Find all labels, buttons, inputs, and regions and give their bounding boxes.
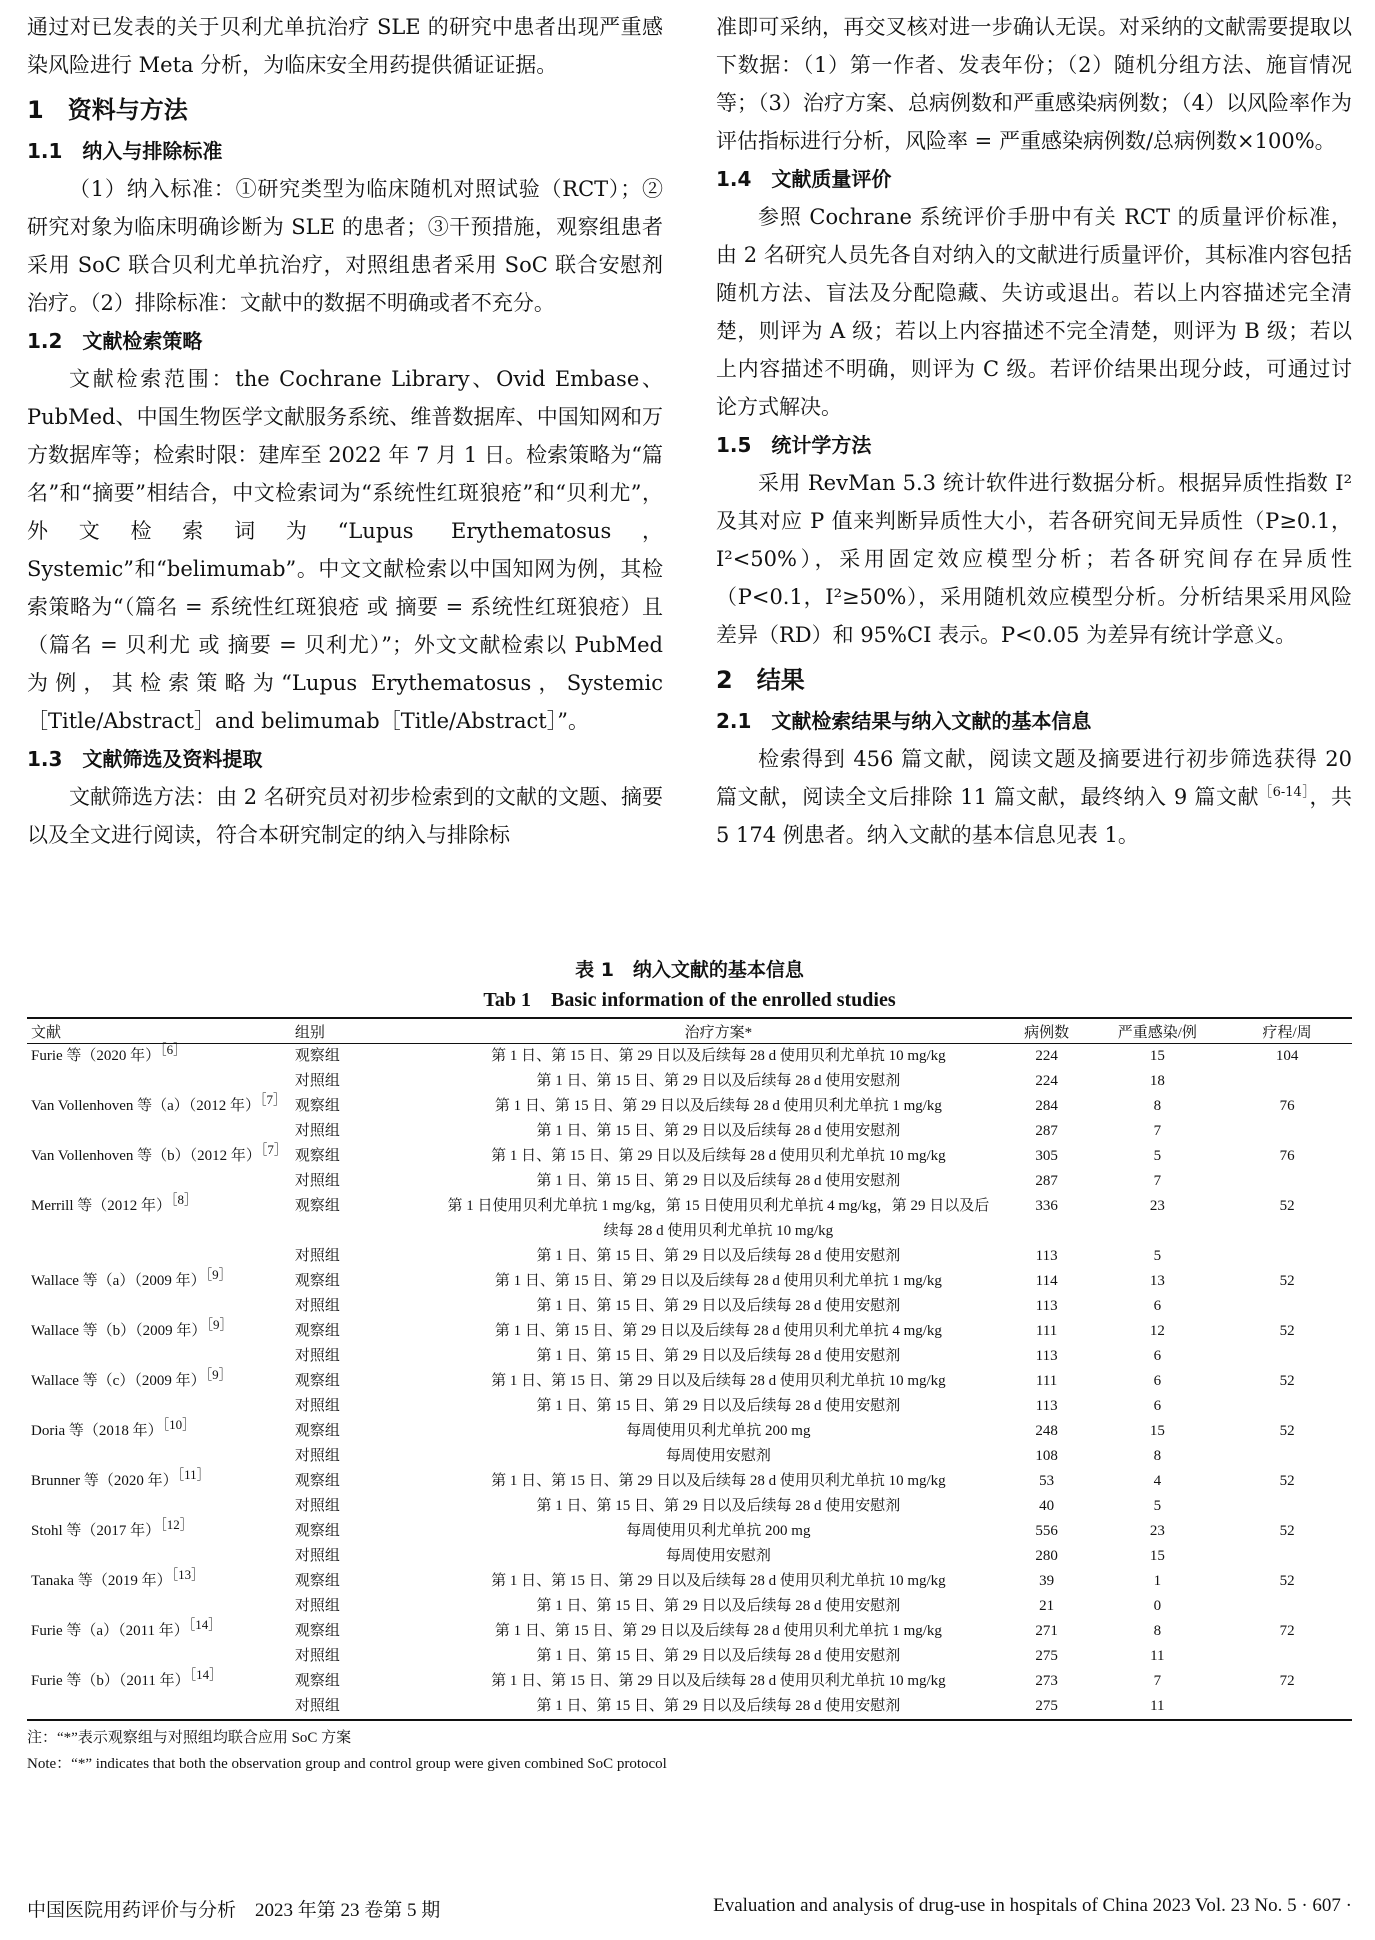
- cell-serious-infections: 11: [1150, 1648, 1165, 1664]
- cell-group: 观察组: [294, 1323, 340, 1339]
- cell-treatment-plan: 第 1 日、第 15 日、第 29 日以及后续每 28 d 使用安慰剂: [536, 1348, 901, 1364]
- study-name: Tanaka 等（2019 年）: [31, 1573, 172, 1589]
- paragraph-1-3: 文献筛选方法：由 2 名研究员对初步检索到的文献的文题、摘要以及全文进行阅读，符合本研究制定的纳入与排除标: [27, 785, 663, 847]
- cell-serious-infections: 15: [1149, 1548, 1165, 1564]
- cell-study: [27, 1669, 291, 1694]
- cell-study: [27, 1619, 291, 1644]
- cell-study: [27, 1694, 291, 1720]
- cell-serious-infections: 6: [1153, 1373, 1162, 1389]
- cell-study: [27, 1144, 291, 1169]
- study-name: Stohl 等（2017 年）: [31, 1523, 161, 1539]
- cell-cases: 113: [1035, 1298, 1058, 1314]
- study-name: Van Vollenhoven 等（a）（2012 年）: [31, 1098, 261, 1114]
- table-row: [27, 1519, 1352, 1544]
- cell-course-weeks: 72: [1279, 1623, 1295, 1639]
- cell-course-weeks: [1222, 1494, 1352, 1519]
- table-row: [27, 1144, 1352, 1169]
- header-course-weeks: 疗程/周: [1222, 1018, 1352, 1044]
- paragraph-1-3-continued: 准即可采纳，再交叉核对进一步确认无误。对采纳的文献需要提取以下数据：（1）第一作者、发表年份；（2）随机分组方法、施盲情况等；（3）治疗方案、总病例数和严重感染病例数；（4）以风险率作为评估指标进行分析，风险率 = 严重感染病例数/总病例数×100%。: [716, 15, 1352, 153]
- table-row: [27, 1044, 1352, 1070]
- cell-course-weeks: 52: [1279, 1573, 1295, 1589]
- table-row: [27, 1069, 1352, 1094]
- cell-study: [27, 1169, 291, 1194]
- cell-serious-infections: 7: [1153, 1173, 1162, 1189]
- cell-study: [27, 1194, 291, 1244]
- cell-course-weeks: 76: [1279, 1148, 1295, 1164]
- table-caption-cn: 表 1 纳入文献的基本信息: [575, 959, 804, 981]
- cell-serious-infections: 8: [1153, 1448, 1162, 1464]
- study-name: Wallace 等（b）（2009 年）: [31, 1323, 207, 1339]
- cell-course-weeks: [1222, 1344, 1352, 1369]
- table-row: [27, 1494, 1352, 1519]
- table-row: [27, 1094, 1352, 1119]
- footer-journal-cn: 中国医院用药评价与分析 2023 年第 23 卷第 5 期: [27, 1900, 441, 1921]
- study-citation: ［7］: [260, 1142, 287, 1157]
- subsection-heading-2-1: 2.1 文献检索结果与纳入文献的基本信息: [716, 709, 1092, 733]
- cell-serious-infections: 6: [1153, 1398, 1162, 1414]
- cell-cases: 108: [1035, 1448, 1058, 1464]
- study-name: Merrill 等（2012 年）: [31, 1198, 171, 1214]
- study-citation: ［12］: [160, 1517, 193, 1532]
- cell-course-weeks: 52: [1279, 1323, 1295, 1339]
- cell-cases: 271: [1035, 1623, 1058, 1639]
- table-row: [27, 1469, 1352, 1494]
- cell-study: [27, 1369, 291, 1394]
- cell-treatment-plan: 第 1 日使用贝利尤单抗 1 mg/kg，第 15 日使用贝利尤单抗 4 mg/kg，第 29 日以及后续每 28 d 使用贝利尤单抗 10 mg/kg: [447, 1198, 990, 1239]
- study-citation: ［13］: [171, 1567, 205, 1582]
- cell-serious-infections: 23: [1149, 1523, 1165, 1539]
- cell-cases: 114: [1035, 1273, 1058, 1289]
- cell-treatment-plan: 第 1 日、第 15 日、第 29 日以及后续每 28 d 使用贝利尤单抗 1 mg/kg: [494, 1623, 942, 1639]
- study-citation: ［9］: [205, 1267, 232, 1282]
- cell-study: [27, 1544, 291, 1569]
- cell-treatment-plan: 第 1 日、第 15 日、第 29 日以及后续每 28 d 使用贝利尤单抗 10 mg/kg: [491, 1573, 946, 1589]
- study-citation: ［9］: [205, 1367, 232, 1382]
- cell-group: 观察组: [294, 1373, 340, 1389]
- table-row: [27, 1619, 1352, 1644]
- intro-paragraph: 通过对已发表的关于贝利尤单抗治疗 SLE 的研究中患者出现严重感染风险进行 Meta 分析，为临床安全用药提供循证证据。: [27, 15, 663, 77]
- cell-study: [27, 1094, 291, 1119]
- cell-group: 对照组: [291, 1694, 436, 1720]
- cell-cases: 224: [1035, 1048, 1058, 1064]
- cell-study: [27, 1569, 291, 1594]
- table-row: [27, 1294, 1352, 1319]
- cell-serious-infections: 18: [1149, 1073, 1165, 1089]
- cell-group: 对照组: [294, 1298, 340, 1314]
- header-group: 组别: [291, 1018, 436, 1044]
- table-row: [27, 1194, 1352, 1244]
- cell-group: 对照组: [294, 1173, 340, 1189]
- cell-group: 对照组: [294, 1123, 340, 1139]
- cell-treatment-plan: 第 1 日、第 15 日、第 29 日以及后续每 28 d 使用贝利尤单抗 10 mg/kg: [491, 1673, 946, 1689]
- study-name: Doria 等（2018 年）: [31, 1423, 163, 1439]
- header-cases: 病例数: [1001, 1018, 1093, 1044]
- subsection-heading-1-5: 1.5 统计学方法: [716, 433, 872, 457]
- cell-study: [27, 1294, 291, 1319]
- cell-course-weeks: 72: [1279, 1673, 1295, 1689]
- header-treatment-plan: 治疗方案*: [436, 1018, 1001, 1044]
- cell-treatment-plan: 第 1 日、第 15 日、第 29 日以及后续每 28 d 使用贝利尤单抗 10 mg/kg: [491, 1373, 946, 1389]
- cell-cases: 113: [1035, 1348, 1058, 1364]
- study-name: Brunner 等（2020 年）: [31, 1473, 178, 1489]
- table-row: [27, 1569, 1352, 1594]
- cell-treatment-plan: 第 1 日、第 15 日、第 29 日以及后续每 28 d 使用安慰剂: [536, 1598, 901, 1614]
- cell-course-weeks: 52: [1279, 1198, 1295, 1214]
- cell-course-weeks: [1222, 1694, 1352, 1720]
- cell-course-weeks: 52: [1279, 1523, 1295, 1539]
- cell-serious-infections: 12: [1149, 1323, 1165, 1339]
- paragraph-1-5: 采用 RevMan 5.3 统计软件进行数据分析。根据异质性指数 I² 及其对应 P 值来判断异质性大小，若各研究间无异质性（P≥0.1，I²<50%），采用固定效应模型分析；若各研究间存在异质性（P<0.1，I²≥50%），采用随机效应模型分析。分析结果采用风险差异（RD）和 95%CI 表示。P<0.05 为差异有统计学意义。: [716, 471, 1352, 647]
- cell-cases: 53: [1039, 1473, 1055, 1489]
- cell-serious-infections: 7: [1153, 1673, 1162, 1689]
- cell-course-weeks: 104: [1275, 1048, 1299, 1064]
- table-row: [27, 1544, 1352, 1569]
- cell-study: [27, 1244, 291, 1269]
- table-row: [27, 1169, 1352, 1194]
- cell-cases: 40: [1039, 1498, 1055, 1514]
- cell-study: [27, 1044, 291, 1070]
- study-citation: ［11］: [177, 1467, 210, 1482]
- header-serious-infections: 严重感染/例: [1093, 1018, 1223, 1044]
- table-row: [27, 1444, 1352, 1469]
- cell-course-weeks: [1222, 1244, 1352, 1269]
- cell-cases: 224: [1035, 1073, 1058, 1089]
- cell-treatment-plan: 第 1 日、第 15 日、第 29 日以及后续每 28 d 使用贝利尤单抗 4 mg/kg: [494, 1323, 942, 1339]
- table-row: [27, 1694, 1352, 1720]
- cell-course-weeks: 52: [1279, 1373, 1295, 1389]
- cell-treatment-plan: 每周使用贝利尤单抗 200 mg: [626, 1523, 811, 1539]
- cell-study: [27, 1319, 291, 1344]
- table-note-en: Note：“*” indicates that both the observation group and control group were given combined SoC protocol: [27, 1756, 667, 1772]
- cell-treatment-plan: 第 1 日、第 15 日、第 29 日以及后续每 28 d 使用安慰剂: [536, 1173, 901, 1189]
- cell-study: [27, 1519, 291, 1544]
- cell-course-weeks: [1222, 1544, 1352, 1569]
- cell-treatment-plan: 第 1 日、第 15 日、第 29 日以及后续每 28 d 使用安慰剂: [536, 1123, 901, 1139]
- study-citation: ［9］: [206, 1317, 233, 1332]
- subsection-heading-1-3: 1.3 文献筛选及资料提取: [27, 747, 263, 771]
- cell-course-weeks: [1222, 1294, 1352, 1319]
- cell-serious-infections: 8: [1153, 1623, 1162, 1639]
- cell-course-weeks: 52: [1279, 1423, 1295, 1439]
- cell-group: 对照组: [294, 1398, 340, 1414]
- cell-group: 观察组: [294, 1623, 340, 1639]
- table-note-cn: 注：“*”表示观察组与对照组均联合应用 SoC 方案: [27, 1730, 352, 1746]
- cell-treatment-plan: 第 1 日、第 15 日、第 29 日以及后续每 28 d 使用贝利尤单抗 10 mg/kg: [491, 1148, 946, 1164]
- cell-course-weeks: [1222, 1644, 1352, 1669]
- study-citation: ［7］: [260, 1092, 287, 1107]
- cell-serious-infections: 7: [1153, 1123, 1162, 1139]
- study-citation: ［14］: [189, 1667, 223, 1682]
- table-row: [27, 1369, 1352, 1394]
- cell-group: 观察组: [294, 1148, 340, 1164]
- cell-group: 观察组: [294, 1273, 340, 1289]
- cell-cases: 111: [1035, 1323, 1058, 1339]
- cell-serious-infections: 15: [1149, 1048, 1165, 1064]
- table-row: [27, 1244, 1352, 1269]
- cell-study: [27, 1644, 291, 1669]
- cell-group: 观察组: [294, 1523, 340, 1539]
- paragraph-1-2: 文献检索范围：the Cochrane Library、Ovid Embase、PubMed、中国生物医学文献服务系统、维普数据库、中国知网和万方数据库等；检索时限：建库至 2022 年 7 月 1 日。检索策略为“篇名”和“摘要”相结合，中文检索词为“系统性红斑狼疮”和“贝利尤”，外文检索词为“Lupus Erythematosus，Systemic”和“belimumab”。中文文献检索以中国知网为例，其检索策略为“（篇名 = 系统性红斑狼疮 或 摘要 = 系统性红斑狼疮）且（篇名 = 贝利尤 或 摘要 = 贝利尤）”；外文文献检索以 PubMed 为例，其检索策略为“Lupus Erythematosus，Systemic［Title/Abstract］and belimumab［Title/Abstract］”。: [27, 367, 663, 733]
- cell-serious-infections: 0: [1153, 1598, 1162, 1614]
- cell-treatment-plan: 第 1 日、第 15 日、第 29 日以及后续每 28 d 使用贝利尤单抗 10 mg/kg: [491, 1473, 946, 1489]
- footer-journal-en: Evaluation and analysis of drug-use in hospitals of China 2023 Vol. 23 No. 5 · 607 ·: [713, 1895, 1352, 1916]
- cell-study: [27, 1594, 291, 1619]
- cell-serious-infections: 6: [1153, 1348, 1162, 1364]
- cell-cases: 284: [1035, 1098, 1058, 1114]
- cell-group: 观察组: [294, 1473, 340, 1489]
- cell-group: 观察组: [294, 1048, 340, 1064]
- section-heading-results: 2 结果: [716, 666, 805, 694]
- cell-treatment-plan: 第 1 日、第 15 日、第 29 日以及后续每 28 d 使用安慰剂: [436, 1694, 1001, 1720]
- study-citation: ［6］: [160, 1042, 187, 1057]
- study-name: Wallace 等（c）（2009 年）: [31, 1373, 206, 1389]
- table-notes: [27, 1725, 1352, 1777]
- cell-study: [27, 1419, 291, 1444]
- body-columns: [27, 8, 1352, 943]
- section-heading-methods: 1 资料与方法: [27, 96, 188, 124]
- cell-course-weeks: [1222, 1169, 1352, 1194]
- cell-cases: 248: [1035, 1423, 1058, 1439]
- cell-cases: 21: [1039, 1598, 1055, 1614]
- cell-serious-infections: 13: [1149, 1273, 1165, 1289]
- study-citation: ［10］: [162, 1417, 196, 1432]
- cell-study: [27, 1394, 291, 1419]
- cell-group: 观察组: [294, 1673, 340, 1689]
- cell-treatment-plan: 第 1 日、第 15 日、第 29 日以及后续每 28 d 使用安慰剂: [536, 1298, 901, 1314]
- cell-group: 观察组: [294, 1198, 340, 1214]
- study-name: Furie 等（2020 年）: [31, 1048, 161, 1064]
- table-row: [27, 1644, 1352, 1669]
- cell-cases: 280: [1035, 1548, 1058, 1564]
- table-header-row: [27, 1018, 1352, 1044]
- cell-cases: 111: [1035, 1373, 1058, 1389]
- cell-serious-infections: 23: [1149, 1198, 1165, 1214]
- table-row: [27, 1669, 1352, 1694]
- cell-treatment-plan: 每周使用安慰剂: [665, 1448, 771, 1464]
- subsection-heading-1-1: 1.1 纳入与排除标准: [27, 139, 223, 163]
- cell-study: [27, 1269, 291, 1294]
- cell-cases: 113: [1035, 1398, 1058, 1414]
- cell-treatment-plan: 第 1 日、第 15 日、第 29 日以及后续每 28 d 使用安慰剂: [536, 1648, 901, 1664]
- cell-treatment-plan: 第 1 日、第 15 日、第 29 日以及后续每 28 d 使用贝利尤单抗 1 mg/kg: [494, 1098, 942, 1114]
- cell-study: [27, 1494, 291, 1519]
- cell-study: [27, 1119, 291, 1144]
- cell-group: 对照组: [294, 1648, 340, 1664]
- cell-group: 对照组: [294, 1498, 340, 1514]
- header-study: 文献: [27, 1018, 291, 1044]
- cell-course-weeks: [1222, 1069, 1352, 1094]
- paper-page: [27, 0, 1352, 1940]
- table-row: [27, 1269, 1352, 1294]
- cell-cases: 305: [1035, 1148, 1058, 1164]
- cell-serious-infections: 5: [1153, 1498, 1162, 1514]
- cell-treatment-plan: 每周使用贝利尤单抗 200 mg: [626, 1423, 811, 1439]
- paragraph-1-4: 参照 Cochrane 系统评价手册中有关 RCT 的质量评价标准，由 2 名研究人员先各自对纳入的文献进行质量评价，其标准内容包括随机方法、盲法及分配隐藏、失访或退出。若以上内容描述完全清楚，则评为 A 级；若以上内容描述不完全清楚，则评为 B 级；若以上内容描述不明确，则评为 C 级。若评价结果出现分歧，可通过讨论方式解决。: [716, 205, 1352, 419]
- cell-treatment-plan: 第 1 日、第 15 日、第 29 日以及后续每 28 d 使用安慰剂: [536, 1248, 901, 1264]
- table-row: [27, 1394, 1352, 1419]
- cell-treatment-plan: 第 1 日、第 15 日、第 29 日以及后续每 28 d 使用贝利尤单抗 10 mg/kg: [491, 1048, 946, 1064]
- study-citation: ［8］: [171, 1192, 198, 1207]
- cell-treatment-plan: 每周使用安慰剂: [665, 1548, 771, 1564]
- cell-serious-infections: 4: [1153, 1473, 1162, 1489]
- cell-cases: 39: [1039, 1573, 1055, 1589]
- cell-treatment-plan: 第 1 日、第 15 日、第 29 日以及后续每 28 d 使用贝利尤单抗 1 mg/kg: [494, 1273, 942, 1289]
- paragraph-2-1: [716, 740, 1352, 854]
- cell-cases: 273: [1035, 1673, 1058, 1689]
- cell-group: 对照组: [294, 1348, 340, 1364]
- table-row: [27, 1344, 1352, 1369]
- study-name: Furie 等（b）（2011 年）: [31, 1673, 190, 1689]
- cell-group: 对照组: [294, 1548, 340, 1564]
- paragraph-2-1-end: ，共 5 174 例患者。纳入文献的基本信息见表 1。: [716, 785, 1352, 847]
- cell-course-weeks: 76: [1279, 1098, 1295, 1114]
- table-row: [27, 1419, 1352, 1444]
- study-citation: ［14］: [188, 1617, 222, 1632]
- cell-study: [27, 1469, 291, 1494]
- citation-6-14: ［6-14］: [1259, 785, 1310, 800]
- cell-group: 观察组: [294, 1423, 340, 1439]
- cell-group: 观察组: [294, 1098, 340, 1114]
- table-body: [27, 1044, 1352, 1721]
- cell-serious-infections: 11: [1093, 1694, 1223, 1720]
- cell-cases: 287: [1035, 1123, 1058, 1139]
- cell-serious-infections: 8: [1153, 1098, 1162, 1114]
- paragraph-2-1-text: 检索得到 456 篇文献，阅读文题及摘要进行初步筛选获得 20 篇文献，阅读全文后排除 11 篇文献，最终纳入 9 篇文献: [716, 747, 1352, 809]
- cell-study: [27, 1344, 291, 1369]
- table-caption-en: Tab 1 Basic information of the enrolled studies: [483, 989, 896, 1011]
- table-1: [27, 955, 1352, 1777]
- cell-serious-infections: 6: [1153, 1298, 1162, 1314]
- cell-treatment-plan: 第 1 日、第 15 日、第 29 日以及后续每 28 d 使用安慰剂: [536, 1073, 901, 1089]
- cell-cases: 287: [1035, 1173, 1058, 1189]
- cell-serious-infections: 5: [1153, 1248, 1162, 1264]
- cell-cases: 113: [1035, 1248, 1058, 1264]
- table-row: [27, 1319, 1352, 1344]
- cell-serious-infections: 5: [1153, 1148, 1162, 1164]
- cell-group: 对照组: [294, 1598, 340, 1614]
- left-column: [27, 8, 663, 854]
- study-name: Wallace 等（a）（2009 年）: [31, 1273, 206, 1289]
- cell-course-weeks: 52: [1279, 1473, 1295, 1489]
- studies-table: [27, 1017, 1352, 1721]
- paragraph-1-1: （1）纳入标准：①研究类型为临床随机对照试验（RCT）；②研究对象为临床明确诊断为 SLE 的患者；③干预措施，观察组患者采用 SoC 联合贝利尤单抗治疗，对照组患者采用 SoC 联合安慰剂治疗。（2）排除标准：文献中的数据不明确或者不充分。: [27, 177, 663, 315]
- cell-course-weeks: [1222, 1394, 1352, 1419]
- study-name: Furie 等（a）（2011 年）: [31, 1623, 189, 1639]
- cell-study: [27, 1444, 291, 1469]
- right-column: [716, 8, 1352, 854]
- cell-cases: 336: [1035, 1198, 1058, 1214]
- table-row: [27, 1119, 1352, 1144]
- cell-cases: 556: [1035, 1523, 1058, 1539]
- cell-serious-infections: 15: [1149, 1423, 1165, 1439]
- cell-group: 对照组: [294, 1073, 340, 1089]
- cell-course-weeks: 52: [1279, 1273, 1295, 1289]
- table-row: [27, 1594, 1352, 1619]
- cell-treatment-plan: 第 1 日、第 15 日、第 29 日以及后续每 28 d 使用安慰剂: [536, 1498, 901, 1514]
- cell-course-weeks: [1222, 1594, 1352, 1619]
- cell-group: 对照组: [294, 1448, 340, 1464]
- cell-study: [27, 1069, 291, 1094]
- cell-cases: 275: [1035, 1648, 1058, 1664]
- cell-group: 观察组: [294, 1573, 340, 1589]
- study-name: Van Vollenhoven 等（b）（2012 年）: [31, 1148, 261, 1164]
- cell-treatment-plan: 第 1 日、第 15 日、第 29 日以及后续每 28 d 使用安慰剂: [536, 1398, 901, 1414]
- subsection-heading-1-4: 1.4 文献质量评价: [716, 167, 892, 191]
- cell-course-weeks: [1222, 1444, 1352, 1469]
- cell-serious-infections: 1: [1153, 1573, 1162, 1589]
- cell-course-weeks: [1222, 1119, 1352, 1144]
- cell-cases: 275: [1001, 1694, 1093, 1720]
- cell-group: 对照组: [294, 1248, 340, 1264]
- subsection-heading-1-2: 1.2 文献检索策略: [27, 329, 203, 353]
